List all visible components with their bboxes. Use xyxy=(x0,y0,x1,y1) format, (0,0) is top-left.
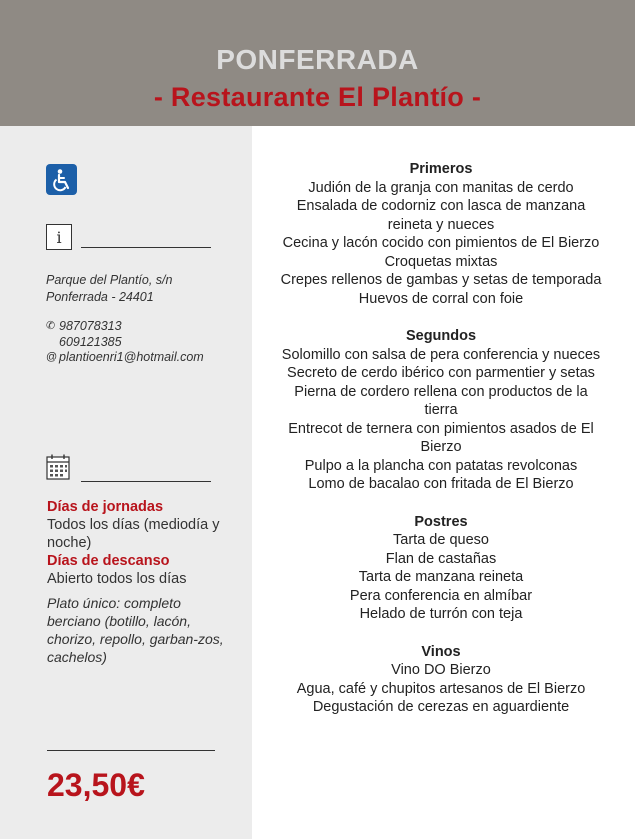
menu-item: Lomo de bacalao con fritada de El Bierzo xyxy=(308,476,574,492)
divider xyxy=(47,750,215,751)
wheelchair-icon xyxy=(46,164,77,195)
section-title: Primeros xyxy=(409,161,473,177)
menu-item: Crepes rellenos de gambas y setas de temporada xyxy=(280,272,602,288)
days-open-value: Todos los días (mediodía y noche) xyxy=(47,517,220,551)
address-line-2: Ponferrada - 24401 xyxy=(46,290,154,304)
menu-item: Pulpo a la plancha con patatas revolconas xyxy=(304,457,578,474)
menu-item: Ensalada de codorniz con lasca de manzana reineta y nueces xyxy=(296,198,586,233)
menu-section xyxy=(276,643,606,717)
menu-item: Entrecot de ternera con pimientos asados de El Bierzo xyxy=(288,420,594,455)
days-open-label: Días de jornadas xyxy=(47,499,164,515)
restaurant-title: - Restaurante El Plantío - xyxy=(153,82,482,112)
menu-item: Tarta de queso xyxy=(393,532,489,548)
email-row xyxy=(46,350,246,366)
menu-item: Secreto de cerdo ibérico con parmentier y setas xyxy=(287,365,595,381)
section-title: Postres xyxy=(414,513,468,530)
city-title: PONFERRADA xyxy=(216,44,419,75)
menu-section xyxy=(276,513,606,624)
days-off-label: Días de descanso xyxy=(47,553,170,569)
dish-note: Plato único: completo berciano (botillo, lacón, chorizo, repollo, garban-zos, cachelos) xyxy=(47,595,224,665)
menu-item: Solomillo con salsa de pera conferencia y nueces xyxy=(281,346,601,363)
calendar-icon xyxy=(46,454,70,480)
menu-section xyxy=(276,160,606,308)
menu-item: Pera conferencia en almíbar xyxy=(349,587,533,604)
address-line-1: Parque del Plantío, s/n xyxy=(46,273,173,287)
menu-item: Cecina y lacón cocido con pimientos de El Bierzo xyxy=(282,235,600,251)
menu-item: Tarta de manzana reineta xyxy=(358,569,524,585)
days-off-value: Abierto todos los días xyxy=(47,571,187,587)
phone-icon: ✆ xyxy=(46,320,56,332)
phone-row-2 xyxy=(46,335,246,351)
info-sidebar xyxy=(0,126,252,839)
menu-item: Flan de castañas xyxy=(385,550,497,567)
menu-item: Huevos de corral con foie xyxy=(358,290,524,307)
menu-item: Vino DO Bierzo xyxy=(391,662,491,678)
menu xyxy=(276,160,606,736)
email[interactable]: plantioenri1@hotmail.com xyxy=(59,350,204,364)
address xyxy=(46,272,246,306)
phone-1[interactable]: 987078313 xyxy=(59,319,122,333)
menu-item: Degustación de cerezas en aguardiente xyxy=(312,699,570,715)
menu-item: Croquetas mixtas xyxy=(384,253,498,270)
at-sign-icon: @ xyxy=(46,351,58,363)
menu-item: Judión de la granja con manitas de cerdo xyxy=(308,179,574,196)
phone-2[interactable]: 609121385 xyxy=(59,334,122,349)
contact-info xyxy=(46,319,246,366)
divider xyxy=(81,247,211,248)
info-icon: i xyxy=(46,224,72,250)
schedule xyxy=(47,498,237,666)
phone-row xyxy=(46,319,246,335)
header-banner xyxy=(0,0,635,126)
menu-item: Pierna de cordero rellena con productos de la tierra xyxy=(294,383,588,418)
section-title: Segundos xyxy=(405,328,477,344)
section-title: Vinos xyxy=(421,643,461,660)
menu-price: 23,50€ xyxy=(47,767,145,803)
menu-item: Helado de turrón con teja xyxy=(359,606,523,622)
menu-item: Agua, café y chupitos artesanos de El Bierzo xyxy=(296,680,586,697)
menu-section xyxy=(276,327,606,494)
divider xyxy=(81,481,211,482)
